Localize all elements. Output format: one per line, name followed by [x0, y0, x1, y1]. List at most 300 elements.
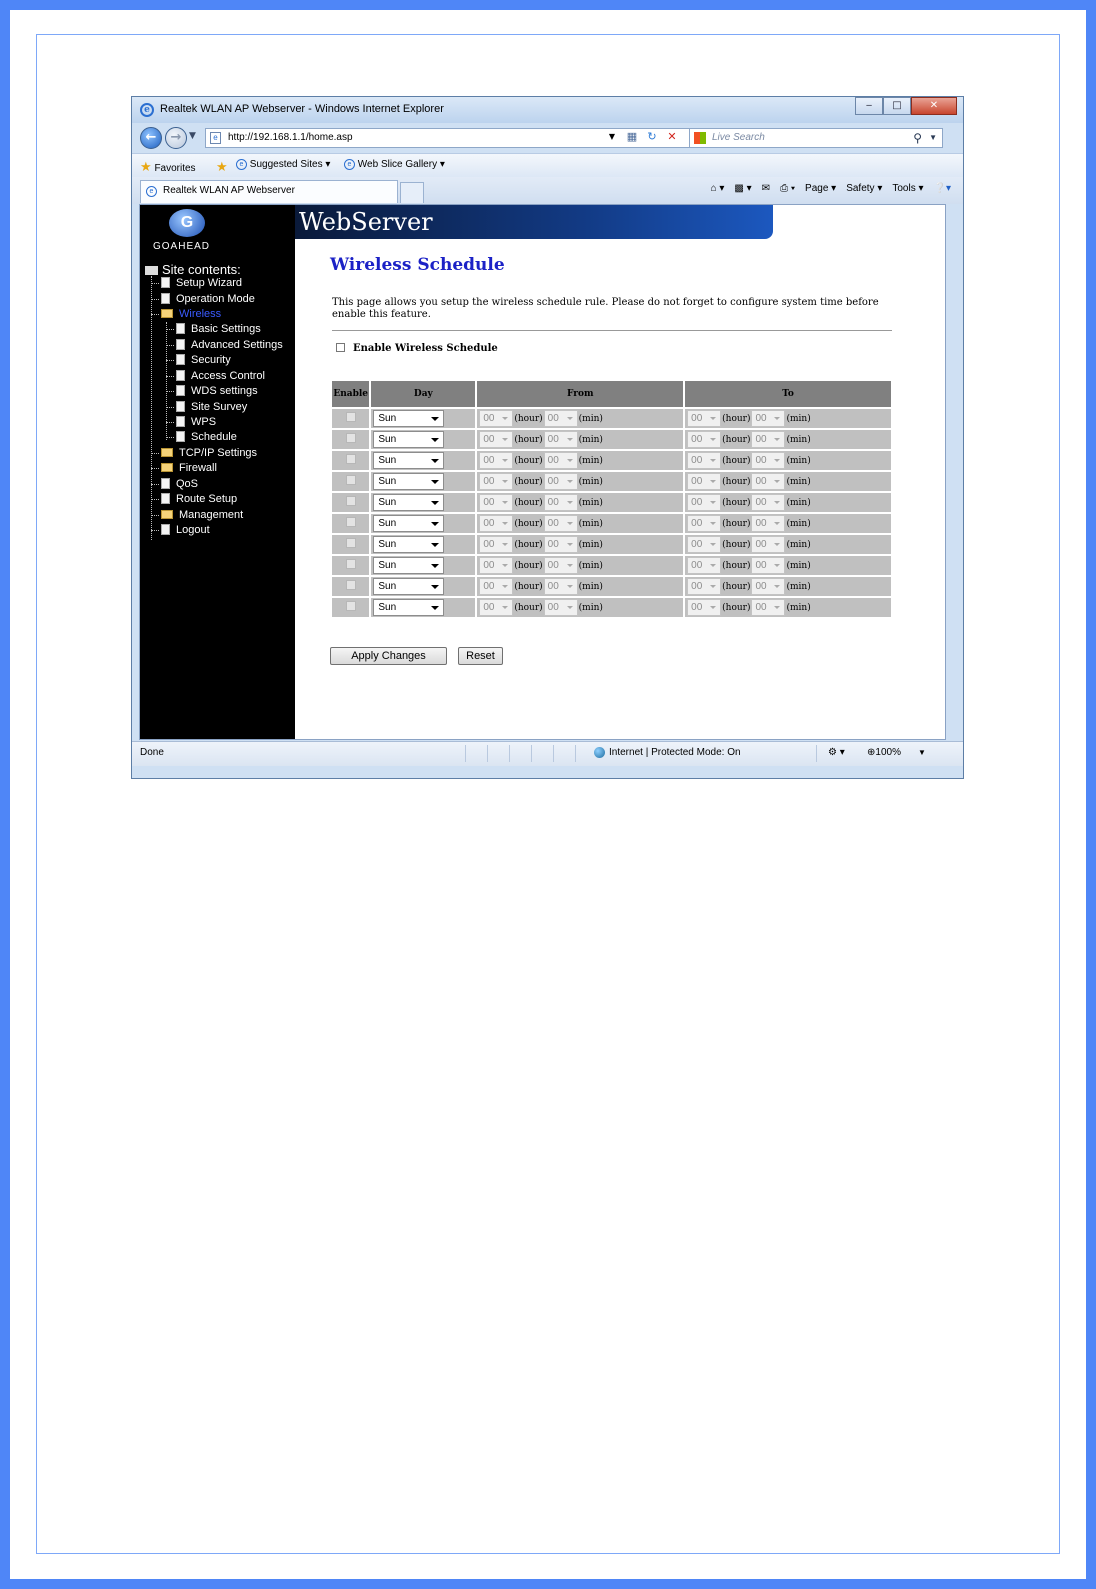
zoom-control[interactable]: ⊕100% — [867, 747, 901, 758]
row-to-cell — [685, 451, 891, 470]
row-from-cell — [477, 430, 683, 449]
row-from-cell — [477, 514, 683, 533]
chevron-down-icon — [502, 543, 508, 546]
status-separator — [531, 745, 532, 762]
to-hour-select[interactable]: 00 — [687, 536, 721, 553]
chevron-down-icon — [431, 543, 439, 547]
row-day-cell — [371, 598, 475, 617]
hour-unit-label: (hour) — [722, 518, 751, 529]
nav-item-wireless[interactable]: Wireless — [151, 307, 221, 322]
chevron-down-icon — [502, 606, 508, 609]
minute-unit-label: (min) — [578, 539, 603, 550]
from-hour-select[interactable]: 00 — [479, 536, 513, 553]
window-title: Realtek WLAN AP Webserver - Windows Internet Explorer — [160, 103, 444, 115]
row-enable-cell — [332, 598, 369, 617]
to-minute-select[interactable]: 00 — [751, 452, 785, 469]
day-select[interactable]: Sun — [373, 473, 444, 490]
chevron-down-icon — [431, 438, 439, 442]
nav-item-operation-mode[interactable]: Operation Mode — [151, 292, 255, 307]
nav-item-firewall[interactable]: Firewall — [151, 461, 217, 476]
column-header-day: Day — [371, 381, 475, 407]
table-row — [332, 493, 891, 512]
row-enable-checkbox[interactable] — [346, 496, 356, 506]
row-to-cell — [685, 535, 891, 554]
day-select[interactable]: Sun — [373, 494, 444, 511]
from-hour-select[interactable]: 00 — [479, 515, 513, 532]
day-select[interactable]: Sun — [373, 431, 444, 448]
status-separator — [816, 745, 817, 762]
row-day-cell — [371, 409, 475, 428]
minute-unit-label: (min) — [578, 560, 603, 571]
goahead-logo-icon: G — [169, 209, 205, 237]
page-icon — [176, 431, 185, 442]
row-to-cell — [685, 430, 891, 449]
hour-unit-label: (hour) — [514, 602, 543, 613]
schedule-table — [330, 379, 893, 619]
webserver-banner — [295, 205, 773, 239]
tab-current[interactable] — [140, 180, 398, 203]
print-icon[interactable]: ⎙ ▾ — [780, 183, 796, 194]
minimize-button[interactable]: ‒ — [855, 97, 883, 115]
from-hour-select[interactable]: 00 — [479, 578, 513, 595]
feeds-icon[interactable]: ▩ ▾ — [734, 183, 752, 194]
nav-item-wds-settings[interactable]: WDS settings — [166, 384, 258, 399]
hour-unit-label: (hour) — [722, 455, 751, 466]
ie-logo-icon: e — [140, 103, 154, 117]
minute-unit-label: (min) — [578, 455, 603, 466]
from-hour-select[interactable]: 00 — [479, 431, 513, 448]
page-icon — [176, 385, 185, 396]
page-icon — [176, 339, 185, 350]
to-minute-select[interactable]: 00 — [751, 557, 785, 574]
to-minute-select[interactable]: 00 — [751, 578, 785, 595]
minute-unit-label: (min) — [786, 455, 811, 466]
from-minute-select[interactable]: 00 — [544, 515, 578, 532]
minute-unit-label: (min) — [786, 413, 811, 424]
to-minute-select[interactable]: 00 — [751, 599, 785, 616]
row-day-cell — [371, 535, 475, 554]
chevron-down-icon — [502, 459, 508, 462]
divider — [332, 330, 892, 331]
minute-unit-label: (min) — [786, 518, 811, 529]
row-enable-cell — [332, 472, 369, 491]
chevron-down-icon — [710, 501, 716, 504]
to-hour-select[interactable]: 00 — [687, 410, 721, 427]
chevron-down-icon — [774, 459, 780, 462]
minute-unit-label: (min) — [578, 476, 603, 487]
hour-unit-label: (hour) — [514, 560, 543, 571]
tools-menu[interactable]: Tools ▾ — [892, 183, 924, 194]
page-icon — [176, 401, 185, 412]
chevron-down-icon — [710, 606, 716, 609]
from-hour-select[interactable]: 00 — [479, 473, 513, 490]
from-minute-select[interactable]: 00 — [544, 473, 578, 490]
security-zone[interactable]: Internet | Protected Mode: On — [594, 742, 741, 764]
zoom-dropdown-icon[interactable]: ▼ — [918, 748, 926, 757]
to-minute-select[interactable]: 00 — [751, 410, 785, 427]
row-day-cell — [371, 493, 475, 512]
hour-unit-label: (hour) — [722, 539, 751, 550]
add-favorites-icon[interactable]: ★ — [216, 159, 228, 174]
minute-unit-label: (min) — [578, 602, 603, 613]
table-row — [332, 577, 891, 596]
tab-row — [132, 177, 963, 204]
table-row — [332, 430, 891, 449]
command-bar — [711, 183, 951, 194]
search-icon[interactable]: ⚲ — [913, 131, 922, 145]
row-from-cell — [477, 451, 683, 470]
tab-label: Realtek WLAN AP Webserver — [163, 185, 295, 196]
nav-item-setup-wizard[interactable]: Setup Wizard — [151, 276, 242, 291]
row-enable-cell — [332, 556, 369, 575]
status-separator — [553, 745, 554, 762]
chevron-down-icon — [502, 564, 508, 567]
table-row — [332, 472, 891, 491]
to-hour-select[interactable]: 00 — [687, 578, 721, 595]
chevron-down-icon — [710, 564, 716, 567]
row-from-cell — [477, 535, 683, 554]
address-tools — [602, 128, 682, 148]
chevron-down-icon — [774, 417, 780, 420]
help-icon[interactable]: ❔▾ — [933, 183, 951, 194]
row-from-cell — [477, 556, 683, 575]
row-enable-cell — [332, 451, 369, 470]
folder-icon — [161, 510, 173, 519]
chevron-down-icon — [431, 585, 439, 589]
status-separator — [465, 745, 466, 762]
chevron-down-icon — [774, 564, 780, 567]
chevron-down-icon — [774, 501, 780, 504]
nav-item-wps[interactable]: WPS — [166, 415, 216, 430]
star-icon: ★ — [140, 159, 152, 174]
row-enable-cell — [332, 514, 369, 533]
page-description: This page allows you setup the wireless schedule rule. Please do not forget to configure system time before enable this feature. — [332, 297, 879, 320]
chevron-down-icon — [567, 480, 573, 483]
forward-button[interactable]: → — [165, 127, 187, 149]
nav-item-advanced-settings[interactable]: Advanced Settings — [166, 338, 283, 353]
from-minute-select[interactable]: 00 — [544, 557, 578, 574]
chevron-down-icon — [567, 417, 573, 420]
row-to-cell — [685, 409, 891, 428]
chevron-down-icon — [431, 459, 439, 463]
to-minute-select[interactable]: 00 — [751, 473, 785, 490]
hour-unit-label: (hour) — [514, 455, 543, 466]
minute-unit-label: (min) — [578, 413, 603, 424]
to-hour-select[interactable]: 00 — [687, 473, 721, 490]
history-dropdown-icon[interactable]: ▼ — [189, 131, 196, 141]
status-text: Done — [140, 747, 164, 758]
row-day-cell — [371, 430, 475, 449]
live-search-logo-icon — [694, 132, 706, 144]
minute-unit-label: (min) — [578, 581, 603, 592]
sidebar — [140, 205, 295, 740]
row-day-cell — [371, 472, 475, 491]
new-tab-button[interactable] — [400, 182, 424, 203]
navigation-bar — [132, 123, 963, 153]
day-select[interactable]: Sun — [373, 536, 444, 553]
from-minute-select[interactable]: 00 — [544, 536, 578, 553]
page-icon — [161, 478, 170, 489]
table-row — [332, 535, 891, 554]
web-slice-gallery-link[interactable]: e Web Slice Gallery ▾ — [344, 159, 445, 170]
table-row — [332, 556, 891, 575]
row-to-cell — [685, 493, 891, 512]
page-icon — [176, 370, 185, 381]
row-to-cell — [685, 472, 891, 491]
table-row — [332, 514, 891, 533]
day-select[interactable]: Sun — [373, 452, 444, 469]
hour-unit-label: (hour) — [514, 476, 543, 487]
chevron-down-icon — [502, 438, 508, 441]
page-icon: e — [210, 132, 221, 144]
search-input[interactable] — [689, 128, 943, 148]
row-from-cell — [477, 598, 683, 617]
day-select[interactable]: Sun — [373, 557, 444, 574]
safety-menu[interactable]: Safety ▾ — [846, 183, 883, 194]
to-minute-select[interactable]: 00 — [751, 515, 785, 532]
nav-item-access-control[interactable]: Access Control — [166, 369, 265, 384]
row-enable-cell — [332, 493, 369, 512]
chevron-down-icon — [431, 564, 439, 568]
page-icon — [176, 323, 185, 334]
title-bar — [132, 97, 963, 123]
to-hour-select[interactable]: 00 — [687, 452, 721, 469]
row-from-cell — [477, 472, 683, 491]
nav-item-schedule[interactable]: Schedule — [166, 430, 237, 445]
chevron-down-icon — [774, 606, 780, 609]
maximize-button[interactable]: □ — [883, 97, 911, 115]
hour-unit-label: (hour) — [722, 581, 751, 592]
row-enable-checkbox[interactable] — [346, 454, 356, 464]
to-hour-select[interactable]: 00 — [687, 599, 721, 616]
nav-item-tcpip-settings[interactable]: TCP/IP Settings — [151, 446, 257, 461]
row-enable-checkbox[interactable] — [346, 559, 356, 569]
hour-unit-label: (hour) — [514, 413, 543, 424]
row-to-cell — [685, 514, 891, 533]
day-select[interactable]: Sun — [373, 599, 444, 616]
chevron-down-icon — [431, 417, 439, 421]
row-from-cell — [477, 409, 683, 428]
row-enable-checkbox[interactable] — [346, 601, 356, 611]
to-minute-select[interactable]: 00 — [751, 431, 785, 448]
minute-unit-label: (min) — [786, 476, 811, 487]
hour-unit-label: (hour) — [514, 518, 543, 529]
page-title: Wireless Schedule — [330, 255, 505, 275]
from-minute-select[interactable]: 00 — [544, 452, 578, 469]
from-minute-select[interactable]: 00 — [544, 578, 578, 595]
minute-unit-label: (min) — [786, 497, 811, 508]
page-icon — [161, 524, 170, 535]
logo-text: GOAHEAD — [153, 241, 211, 252]
row-to-cell — [685, 577, 891, 596]
chevron-down-icon — [774, 438, 780, 441]
to-hour-select[interactable]: 00 — [687, 431, 721, 448]
row-enable-checkbox[interactable] — [346, 475, 356, 485]
from-minute-select[interactable]: 00 — [544, 410, 578, 427]
popup-blocker-icon[interactable]: ⚙ ▾ — [828, 747, 845, 758]
hour-unit-label: (hour) — [514, 539, 543, 550]
chevron-down-icon — [502, 417, 508, 420]
status-separator — [487, 745, 488, 762]
chevron-down-icon — [774, 480, 780, 483]
stop-icon[interactable]: ✕ — [667, 130, 677, 143]
minute-unit-label: (min) — [786, 581, 811, 592]
chevron-down-icon — [567, 585, 573, 588]
row-enable-checkbox[interactable] — [346, 538, 356, 548]
window-controls — [855, 97, 957, 117]
hour-unit-label: (hour) — [722, 560, 751, 571]
row-day-cell — [371, 451, 475, 470]
chevron-down-icon — [774, 585, 780, 588]
hour-unit-label: (hour) — [514, 497, 543, 508]
favorites-bar — [132, 153, 963, 178]
folder-icon — [161, 448, 173, 457]
chevron-down-icon — [567, 606, 573, 609]
hour-unit-label: (hour) — [514, 434, 543, 445]
ie-page-icon: e — [344, 159, 355, 170]
from-hour-select[interactable]: 00 — [479, 410, 513, 427]
minute-unit-label: (min) — [578, 497, 603, 508]
nav-item-route-setup[interactable]: Route Setup — [151, 492, 237, 507]
to-minute-select[interactable]: 00 — [751, 494, 785, 511]
compatibility-icon[interactable]: ▦ — [626, 130, 638, 143]
row-from-cell — [477, 577, 683, 596]
table-row — [332, 409, 891, 428]
chevron-down-icon — [502, 480, 508, 483]
chevron-down-icon — [431, 501, 439, 505]
chevron-down-icon — [710, 417, 716, 420]
day-select[interactable]: Sun — [373, 578, 444, 595]
suggested-sites-link[interactable]: e Suggested Sites ▾ — [236, 159, 330, 170]
nav-item-logout[interactable]: Logout — [151, 523, 210, 538]
to-minute-select[interactable]: 00 — [751, 536, 785, 553]
chevron-down-icon — [774, 543, 780, 546]
chevron-down-icon — [502, 585, 508, 588]
chevron-down-icon — [710, 543, 716, 546]
row-enable-cell — [332, 535, 369, 554]
nav-item-qos[interactable]: QoS — [151, 477, 198, 492]
column-header-from: From — [477, 381, 683, 407]
nav-item-site-survey[interactable]: Site Survey — [166, 400, 247, 415]
refresh-icon[interactable]: ↻ — [647, 130, 657, 143]
page-viewport — [139, 204, 946, 740]
minute-unit-label: (min) — [578, 518, 603, 529]
row-from-cell — [477, 493, 683, 512]
chevron-down-icon — [567, 459, 573, 462]
chevron-down-icon — [710, 522, 716, 525]
chevron-down-icon — [710, 585, 716, 588]
row-day-cell — [371, 577, 475, 596]
page-menu[interactable]: Page ▾ — [805, 183, 837, 194]
chevron-down-icon — [431, 480, 439, 484]
folder-icon — [161, 309, 173, 318]
chevron-down-icon — [710, 480, 716, 483]
apply-changes-button[interactable]: Apply Changes — [330, 647, 447, 665]
enable-schedule-label: Enable Wireless Schedule — [353, 343, 498, 354]
page-icon — [176, 354, 185, 365]
nav-item-security[interactable]: Security — [166, 353, 231, 368]
to-hour-select[interactable]: 00 — [687, 557, 721, 574]
from-hour-select[interactable]: 00 — [479, 599, 513, 616]
nav-item-basic-settings[interactable]: Basic Settings — [166, 322, 261, 337]
table-row — [332, 598, 891, 617]
enable-schedule-option[interactable] — [336, 343, 498, 354]
mail-icon[interactable]: ✉ — [761, 183, 771, 194]
globe-icon — [594, 747, 605, 758]
chevron-down-icon — [710, 459, 716, 462]
to-hour-select[interactable]: 00 — [687, 515, 721, 532]
from-hour-select[interactable]: 00 — [479, 452, 513, 469]
minute-unit-label: (min) — [786, 602, 811, 613]
tree-heading: Site contents: — [145, 262, 241, 277]
row-enable-checkbox[interactable] — [346, 517, 356, 527]
row-enable-checkbox[interactable] — [346, 433, 356, 443]
row-enable-cell — [332, 577, 369, 596]
column-header-enable: Enable — [332, 381, 369, 407]
chevron-down-icon — [431, 522, 439, 526]
hour-unit-label: (hour) — [722, 602, 751, 613]
status-separator — [575, 745, 576, 762]
hour-unit-label: (hour) — [722, 476, 751, 487]
day-select[interactable]: Sun — [373, 515, 444, 532]
page-icon — [176, 416, 185, 427]
row-day-cell — [371, 556, 475, 575]
from-minute-select[interactable]: 00 — [544, 599, 578, 616]
home-icon[interactable]: ⌂ ▾ — [710, 183, 725, 194]
row-day-cell — [371, 514, 475, 533]
book-icon — [145, 266, 158, 275]
from-hour-select[interactable]: 00 — [479, 494, 513, 511]
column-header-to: To — [685, 381, 891, 407]
minute-unit-label: (min) — [786, 434, 811, 445]
ie-tab-icon: e — [146, 186, 157, 197]
address-dropdown-icon[interactable]: ▼ — [608, 132, 616, 141]
folder-icon — [161, 463, 173, 472]
search-options-icon[interactable]: ▼ — [929, 133, 937, 142]
chevron-down-icon — [431, 606, 439, 610]
reset-button[interactable]: Reset — [458, 647, 503, 665]
row-enable-cell — [332, 430, 369, 449]
chevron-down-icon — [567, 501, 573, 504]
day-select[interactable]: Sun — [373, 410, 444, 427]
favorites-button[interactable]: ★ Favorites — [140, 159, 196, 174]
chevron-down-icon — [567, 564, 573, 567]
from-minute-select[interactable]: 00 — [544, 431, 578, 448]
chevron-down-icon — [567, 522, 573, 525]
to-hour-select[interactable]: 00 — [687, 494, 721, 511]
from-minute-select[interactable]: 00 — [544, 494, 578, 511]
enable-schedule-checkbox[interactable] — [336, 343, 345, 352]
back-button[interactable]: ← — [140, 127, 162, 149]
chevron-down-icon — [710, 438, 716, 441]
page-icon — [161, 493, 170, 504]
hour-unit-label: (hour) — [722, 413, 751, 424]
minute-unit-label: (min) — [578, 434, 603, 445]
row-to-cell — [685, 598, 891, 617]
table-row — [332, 451, 891, 470]
row-enable-checkbox[interactable] — [346, 580, 356, 590]
nav-item-management[interactable]: Management — [151, 508, 243, 523]
minute-unit-label: (min) — [786, 539, 811, 550]
search-placeholder: Live Search — [712, 132, 765, 143]
page-icon — [161, 293, 170, 304]
close-button[interactable]: ✕ — [911, 97, 957, 115]
from-hour-select[interactable]: 00 — [479, 557, 513, 574]
banner-title: WebServer — [299, 208, 433, 236]
row-enable-checkbox[interactable] — [346, 412, 356, 422]
chevron-down-icon — [502, 522, 508, 525]
hour-unit-label: (hour) — [722, 434, 751, 445]
